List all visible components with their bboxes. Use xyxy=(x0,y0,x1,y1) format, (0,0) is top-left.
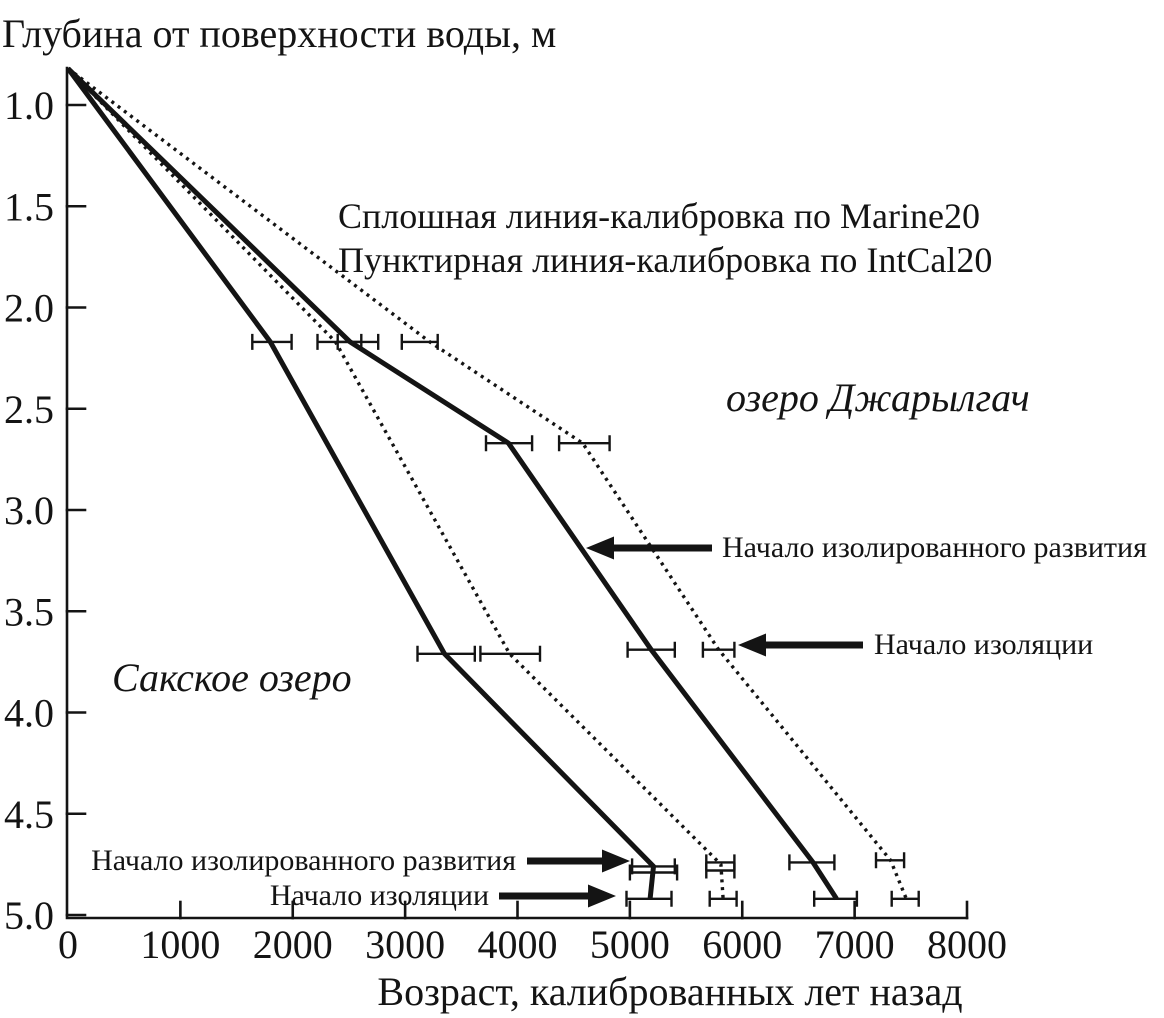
y-tick-label: 3.5 xyxy=(4,589,54,635)
legend xyxy=(338,194,992,282)
y-tick-label: 1.0 xyxy=(4,83,54,128)
arrow-left-isolation-icon xyxy=(738,634,863,657)
lake-label-saki: Сакское озеро xyxy=(112,655,352,700)
legend-line-intcal20: Пунктирная линия-калибровка по IntCal20 xyxy=(338,240,993,280)
x-axis-title: Возраст, калиброванных лет назад xyxy=(377,969,963,1014)
legend-line-marine20: Сплошная линия-калибровка по Marine20 xyxy=(338,196,981,236)
x-tick-label: 8000 xyxy=(927,922,1007,967)
error-bar-dzharylgach_intcal20 xyxy=(559,435,610,451)
arrow-left-isolated-development-icon xyxy=(586,537,712,560)
y-tick-label: 1.5 xyxy=(4,184,54,230)
x-tick-label: 6000 xyxy=(702,922,783,967)
y-tick-label: 2.0 xyxy=(4,285,54,331)
y-tick-label: 2.5 xyxy=(4,386,54,432)
x-tick-label: 7000 xyxy=(814,922,895,967)
error-bar-dzharylgach_marine20 xyxy=(628,642,675,658)
x-tick-label: 2000 xyxy=(252,922,333,967)
annotation-dzharylgach-isolation: Начало изоляции xyxy=(874,628,1094,661)
y-axis-title: Глубина от поверхности воды, м xyxy=(2,11,557,56)
error-bar-dzharylgach_intcal20 xyxy=(402,334,438,350)
x-tick-label: 1000 xyxy=(140,922,221,967)
y-tick-label: 3.0 xyxy=(4,488,54,533)
x-tick-label: 0 xyxy=(58,922,78,967)
y-tick-label: 4.5 xyxy=(4,791,54,837)
error-bar-dzharylgach_intcal20 xyxy=(892,891,919,907)
error-bar-saki_intcal20 xyxy=(706,854,734,870)
x-tick-label: 4000 xyxy=(477,922,558,967)
y-tick-label: 5.0 xyxy=(4,893,54,938)
error-bar-dzharylgach_marine20 xyxy=(486,435,532,451)
y-tick-label: 4.0 xyxy=(4,690,54,736)
annotation-arrows xyxy=(499,537,863,908)
x-tick-label: 5000 xyxy=(589,922,670,967)
x-tick-label: 3000 xyxy=(365,922,446,967)
annotation-dzharylgach-isolated-development: Начало изолированного развития xyxy=(722,531,1147,564)
error-bar-saki_marine20 xyxy=(418,646,475,662)
lake-label-dzharylgach: озеро Джарылгач xyxy=(726,375,1030,420)
error-bar-saki_intcal20 xyxy=(480,646,540,662)
error-bar-dzharylgach_marine20 xyxy=(789,854,834,870)
error-bar-dzharylgach_intcal20 xyxy=(876,852,904,868)
error-bar-dzharylgach_intcal20 xyxy=(703,642,735,658)
annotation-saki-isolated-development: Начало изолированного развития xyxy=(91,844,516,877)
annotation-saki-isolation: Начало изоляции xyxy=(269,879,489,912)
arrow-right-isolated-development-icon xyxy=(527,850,630,873)
error-bar-saki_intcal20 xyxy=(710,891,737,907)
